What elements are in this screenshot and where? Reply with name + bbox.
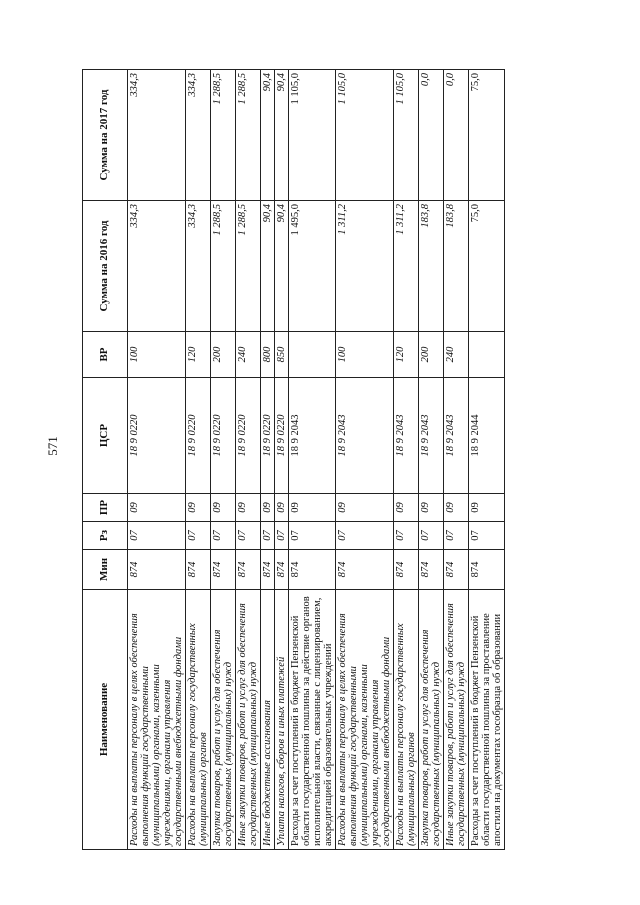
row-pr: 09 (444, 494, 469, 522)
row-min: 874 (236, 550, 261, 590)
row-sum-2016: 183,8 (444, 201, 469, 332)
row-pr: 09 (289, 494, 336, 522)
row-rz: 07 (186, 522, 211, 550)
row-vr: 200 (419, 332, 444, 378)
header-vr: ВР (83, 332, 128, 378)
row-rz: 07 (211, 522, 236, 550)
row-csr: 18 9 2043 (336, 378, 394, 494)
row-rz: 07 (394, 522, 419, 550)
row-pr: 09 (336, 494, 394, 522)
row-csr: 18 9 0220 (261, 378, 275, 494)
row-min: 874 (275, 550, 289, 590)
row-min: 874 (289, 550, 336, 590)
row-vr (469, 332, 505, 378)
table-row (419, 70, 444, 850)
table-row (394, 70, 419, 850)
row-name: Расходы на выплаты персоналу государственных (муниципальных) органов (394, 590, 419, 850)
table-row (275, 70, 289, 850)
row-sum-2016: 1 311,2 (394, 201, 419, 332)
row-sum-2016: 334,3 (128, 201, 186, 332)
row-csr: 18 9 0220 (236, 378, 261, 494)
row-rz: 07 (289, 522, 336, 550)
header-pr: ПР (83, 494, 128, 522)
row-pr: 09 (211, 494, 236, 522)
row-pr: 09 (128, 494, 186, 522)
table-row (444, 70, 469, 850)
header-sum-2016: Сумма на 2016 год (83, 201, 128, 332)
row-csr: 18 9 2044 (469, 378, 505, 494)
row-sum-2016: 1 311,2 (336, 201, 394, 332)
row-vr: 100 (128, 332, 186, 378)
table-row (469, 70, 505, 850)
row-sum-2016: 183,8 (419, 201, 444, 332)
row-name: Иные бюджетные ассигнования (261, 590, 275, 850)
table-row (336, 70, 394, 850)
row-pr: 09 (186, 494, 211, 522)
row-csr: 18 9 0220 (211, 378, 236, 494)
row-pr: 09 (275, 494, 289, 522)
row-sum-2016: 1 495,0 (289, 201, 336, 332)
row-sum-2017: 90,4 (275, 70, 289, 201)
row-name: Расходы за счет поступлений в бюджет Пензенской области государственной пошлины за действие органов исполнительной власти, связанные с лицензированием, аккредитацией образовательных учреждений (289, 590, 336, 850)
table-row (211, 70, 236, 850)
row-vr: 200 (211, 332, 236, 378)
row-name: Иные закупки товаров, работ и услуг для обеспечения государственных (муниципальных) нужд (444, 590, 469, 850)
table-header-row (83, 70, 128, 850)
row-csr: 18 9 2043 (419, 378, 444, 494)
row-sum-2017: 1 288,5 (211, 70, 236, 201)
row-sum-2016: 1 288,5 (236, 201, 261, 332)
row-sum-2016: 1 288,5 (211, 201, 236, 332)
row-pr: 09 (261, 494, 275, 522)
row-sum-2016: 75,0 (469, 201, 505, 332)
row-vr: 240 (236, 332, 261, 378)
row-min: 874 (211, 550, 236, 590)
header-name: Наименование (83, 590, 128, 850)
table-row (236, 70, 261, 850)
budget-table (82, 69, 505, 850)
row-min: 874 (444, 550, 469, 590)
page-number: 571 (45, 436, 60, 456)
row-csr: 18 9 0220 (186, 378, 211, 494)
row-min: 874 (469, 550, 505, 590)
row-sum-2016: 90,4 (261, 201, 275, 332)
row-vr: 120 (186, 332, 211, 378)
row-pr: 09 (236, 494, 261, 522)
row-vr: 850 (275, 332, 289, 378)
row-sum-2017: 334,3 (186, 70, 211, 201)
row-min: 874 (261, 550, 275, 590)
row-min: 874 (186, 550, 211, 590)
table-row (128, 70, 186, 850)
row-sum-2017: 1 105,0 (336, 70, 394, 201)
row-rz: 07 (261, 522, 275, 550)
table-row (289, 70, 336, 850)
row-vr: 100 (336, 332, 394, 378)
row-vr: 800 (261, 332, 275, 378)
row-vr: 240 (444, 332, 469, 378)
row-rz: 07 (444, 522, 469, 550)
header-rz: Рз (83, 522, 128, 550)
row-csr: 18 9 0220 (128, 378, 186, 494)
row-name: Расходы на выплаты персоналу в целях обеспечения выполнения функций государственными (муниципальными) органами, казенными учреждениями, органами управления государственными внебюджетными фондами (336, 590, 394, 850)
row-csr: 18 9 2043 (444, 378, 469, 494)
row-vr: 120 (394, 332, 419, 378)
row-min: 874 (394, 550, 419, 590)
row-rz: 07 (275, 522, 289, 550)
header-csr: ЦСР (83, 378, 128, 494)
row-rz: 07 (236, 522, 261, 550)
header-sum-2017: Сумма на 2017 год (83, 70, 128, 201)
row-sum-2017: 0,0 (419, 70, 444, 201)
row-rz: 07 (336, 522, 394, 550)
row-name: Расходы за счет поступлений в бюджет Пензенской области государственной пошлины за проставление апостиля на документах гособразца об образовании (469, 590, 505, 850)
row-name: Расходы на выплаты персоналу государственных (муниципальных) органов (186, 590, 211, 850)
row-pr: 09 (469, 494, 505, 522)
row-sum-2017: 1 288,5 (236, 70, 261, 201)
row-csr: 18 9 2043 (394, 378, 419, 494)
row-sum-2016: 90,4 (275, 201, 289, 332)
row-rz: 07 (419, 522, 444, 550)
row-name: Расходы на выплаты персоналу в целях обеспечения выполнения функций государственными (муниципальными) органами, казенными учреждениями, органами управления государственными внебюджетными фондами (128, 590, 186, 850)
row-sum-2017: 1 105,0 (289, 70, 336, 201)
row-sum-2017: 0,0 (444, 70, 469, 201)
row-sum-2017: 1 105,0 (394, 70, 419, 201)
row-csr: 18 9 2043 (289, 378, 336, 494)
row-name: Закупка товаров, работ и услуг для обеспечения государственных (муниципальных) нужд (211, 590, 236, 850)
row-sum-2017: 90,4 (261, 70, 275, 201)
row-rz: 07 (469, 522, 505, 550)
row-pr: 09 (419, 494, 444, 522)
row-name: Уплата налогов, сборов и иных платежей (275, 590, 289, 850)
row-pr: 09 (394, 494, 419, 522)
header-min: Мин (83, 550, 128, 590)
table-row (261, 70, 275, 850)
row-csr: 18 9 0220 (275, 378, 289, 494)
row-sum-2017: 75,0 (469, 70, 505, 201)
row-sum-2016: 334,3 (186, 201, 211, 332)
row-min: 874 (419, 550, 444, 590)
row-name: Закупка товаров, работ и услуг для обеспечения государственных (муниципальных) нужд (419, 590, 444, 850)
row-vr (289, 332, 336, 378)
rotated-table-container (82, 70, 572, 850)
row-rz: 07 (128, 522, 186, 550)
row-sum-2017: 334,3 (128, 70, 186, 201)
row-min: 874 (128, 550, 186, 590)
row-min: 874 (336, 550, 394, 590)
row-name: Иные закупки товаров, работ и услуг для обеспечения государственных (муниципальных) нужд (236, 590, 261, 850)
table-row (186, 70, 211, 850)
